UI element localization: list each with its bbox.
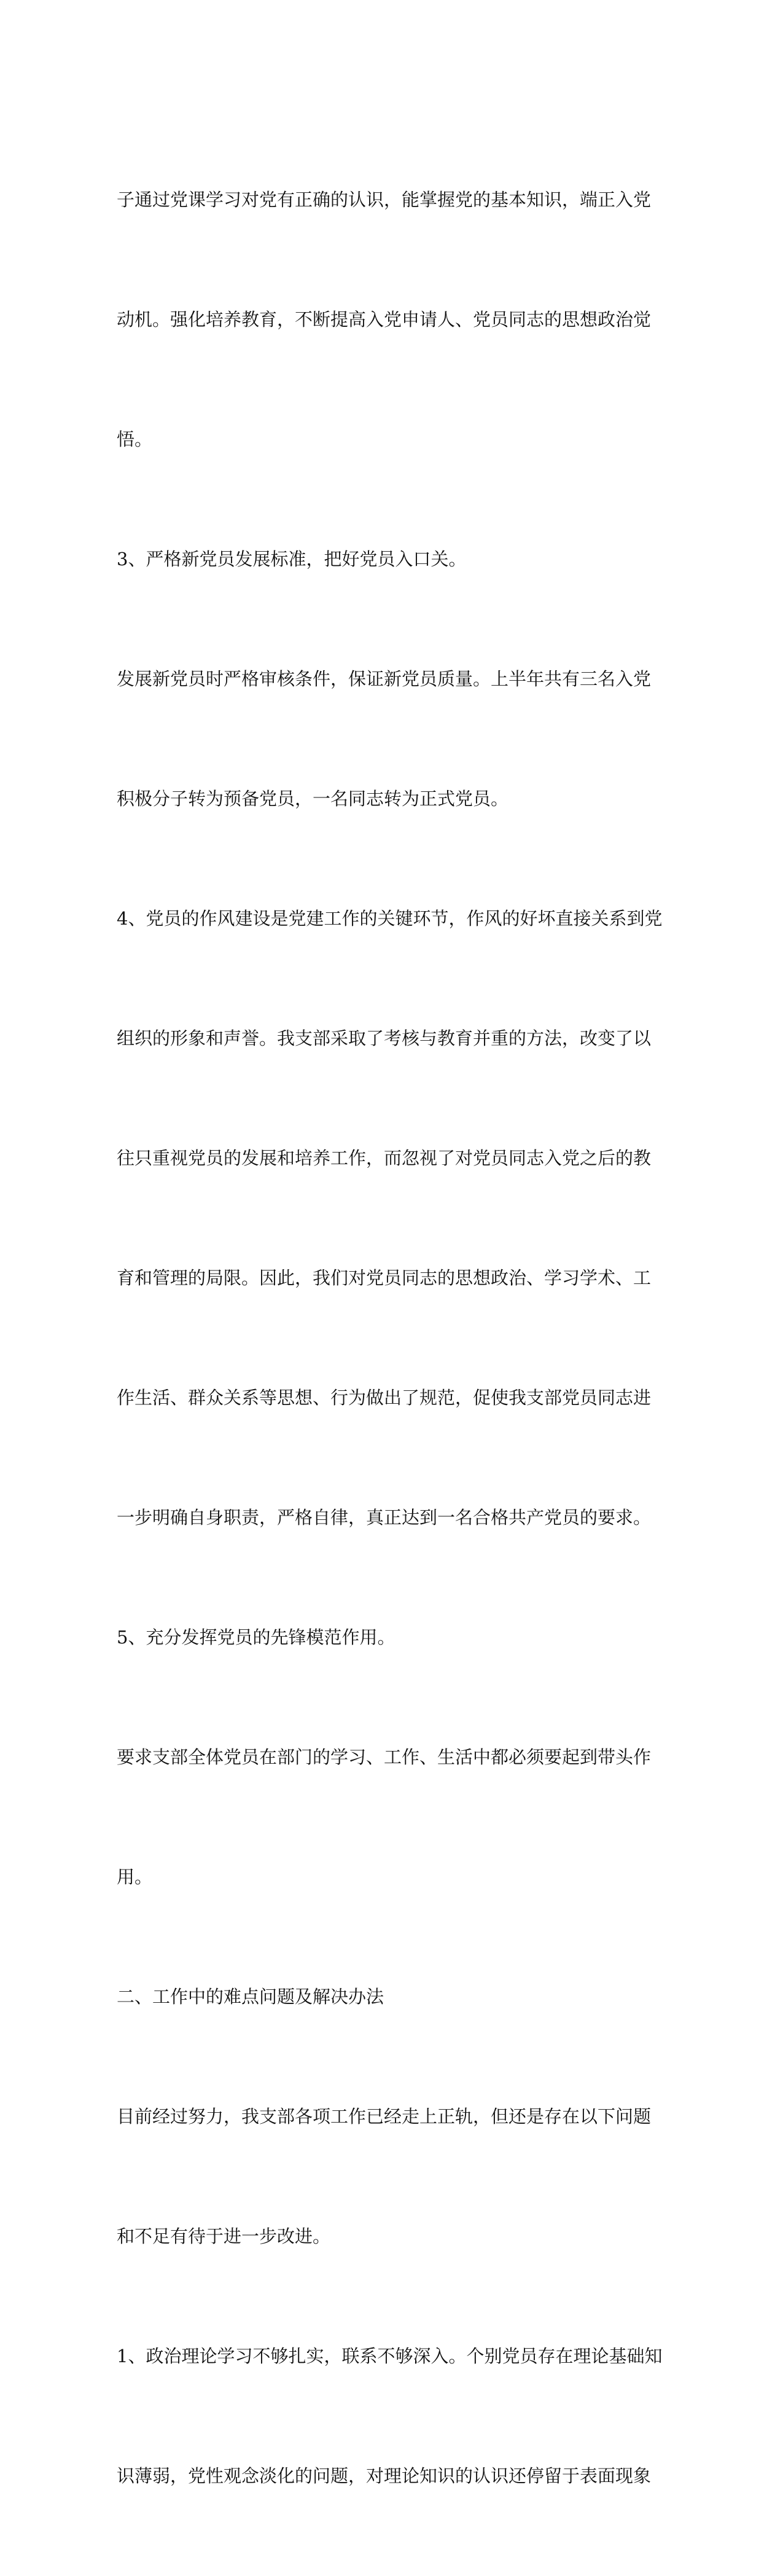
text-line: 悟。	[117, 429, 153, 450]
text-line: 一步明确自身职责，严格自律，真正达到一名合格共产党员的要求。	[117, 1507, 652, 1528]
text-line: 和不足有待于进一步改进。	[117, 2226, 331, 2247]
text-line: 目前经过努力，我支部各项工作已经走上正轨，但还是存在以下问题	[117, 2106, 652, 2127]
text-line: 育和管理的局限。因此，我们对党员同志的思想政治、学习学术、工	[117, 1267, 652, 1288]
text-line: 积极分子转为预备党员，一名同志转为正式党员。	[117, 788, 509, 809]
text-line: 组织的形象和声誉。我支部采取了考核与教育并重的方法，改变了以	[117, 1028, 652, 1049]
text-line: 发展新党员时严格审核条件，保证新党员质量。上半年共有三名入党	[117, 668, 652, 689]
text-line: 作生活、群众关系等思想、行为做出了规范，促使我支部党员同志进	[117, 1387, 652, 1408]
text-line: 1、政治理论学习不够扎实，联系不够深入。个别党员存在理论基础知	[117, 2346, 663, 2367]
text-line: 识薄弱，党性观念淡化的问题，对理论知识的认识还停留于表面现象	[117, 2465, 652, 2486]
section-heading-5: 5、充分发挥党员的先锋模范作用。	[117, 1627, 395, 1648]
text-line: 4、党员的作风建设是党建工作的关键环节，作风的好坏直接关系到党	[117, 908, 663, 929]
text-line: 往只重视党员的发展和培养工作，而忽视了对党员同志入党之后的教	[117, 1148, 652, 1169]
text-line: 要求支部全体党员在部门的学习、工作、生活中都必须要起到带头作	[117, 1747, 652, 1768]
document-body	[117, 100, 669, 2576]
chapter-heading: 二、工作中的难点问题及解决办法	[117, 1986, 384, 2007]
text-line: 动机。强化培养教育，不断提高入党申请人、党员同志的思想政治觉	[117, 309, 652, 330]
text-line: 子通过党课学习对党有正确的认识，能掌握党的基本知识，端正入党	[117, 189, 652, 210]
text-line: 用。	[117, 1866, 153, 1887]
section-heading-3: 3、严格新党员发展标准，把好党员入口关。	[117, 549, 467, 570]
